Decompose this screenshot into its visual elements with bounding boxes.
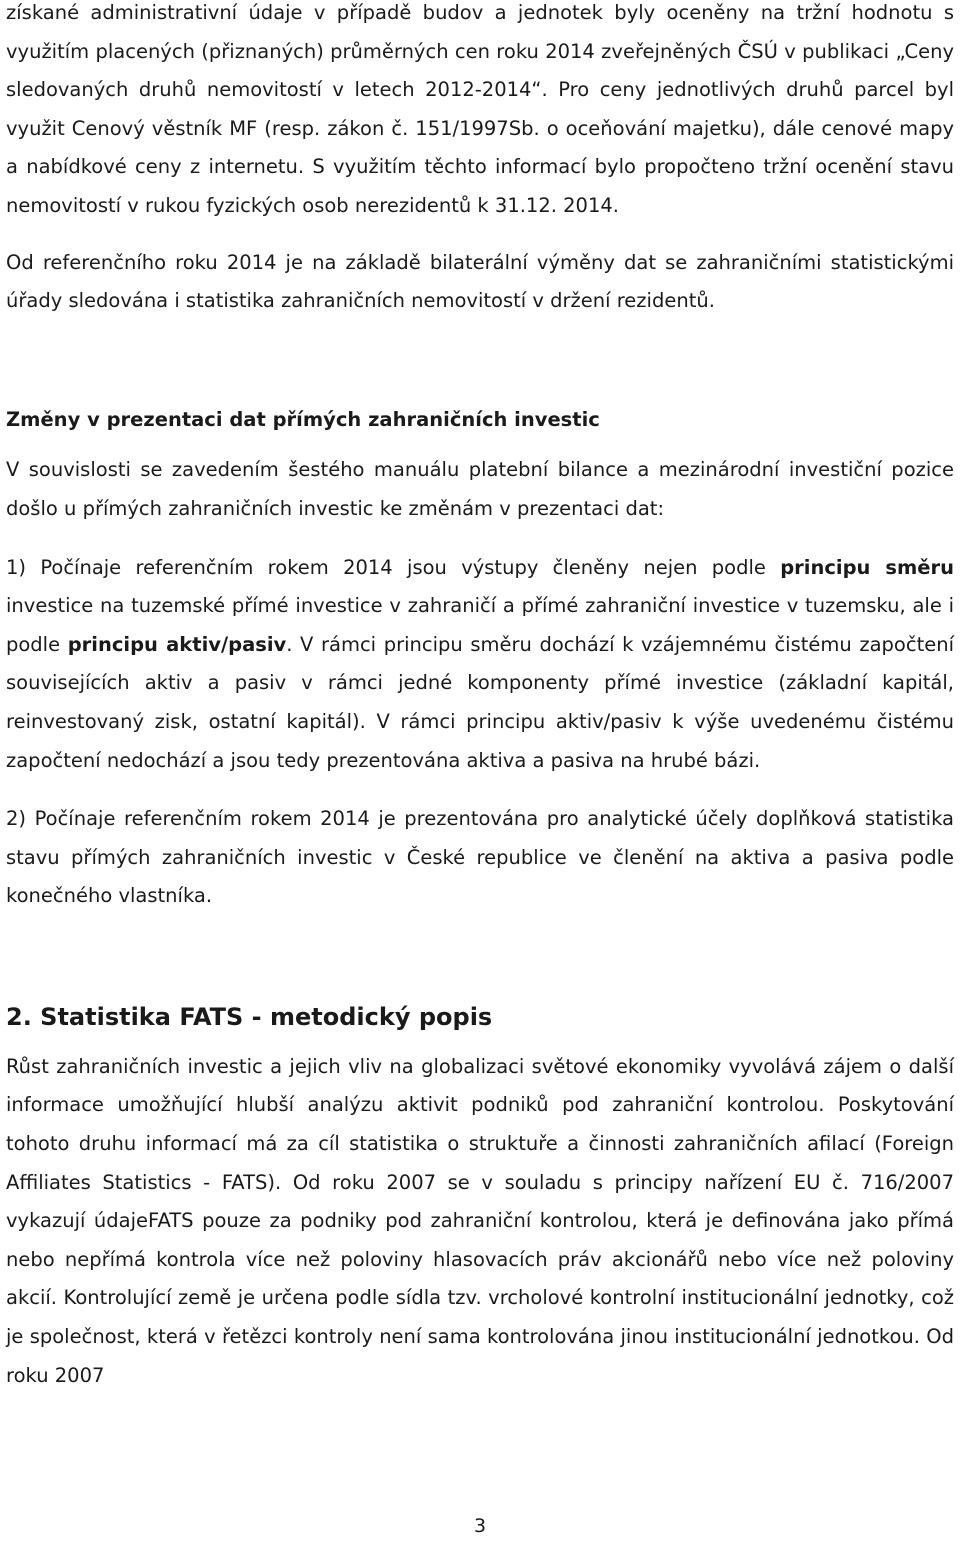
list-item-1-text-a: 1) Počínaje referenčním rokem 2014 jsou výstupy členěny nejen podle (6, 555, 781, 579)
section-heading-fdi-changes: Změny v prezentaci dat přímých zahraničních investic (6, 407, 600, 431)
paragraph-fats-description: Růst zahraničních investic a jejich vliv na globalizaci světové ekonomiky vyvolává zájem o další informace umožňující hlubší analýzu aktivit podniků pod zahraniční kontrolou. Poskytování tohoto druhu informací má za cíl statistika o struktuře a činnosti zahraničních afilací (Foreign Affiliates Statistics - FATS). Od roku 2007 se v souladu s principy nařízení EU č. 716/2007 vykazují údajeFATS pouze za podniky pod zahraniční kontrolou, která je definována jako přímá nebo nepřímá kontrola více než poloviny hlasovacích práv akcionářů nebo více než poloviny akcií. Kontrolující země je určena podle sídla tzv. vrcholové kontrolní institucionální jednotky, což je společnost, která v řetězci kontroly není sama kontrolována jinou institucionální jednotkou. Od roku 2007 (6, 1054, 954, 1387)
list-item-1-bold-b: principu aktiv/pasiv (67, 632, 287, 656)
section-heading-fats: 2. Statistika FATS - metodický popis (6, 1002, 493, 1031)
list-item-1-text-b: investice na tuzemské přímé investice v zahraničí a přímé zahraniční investice v tuzemsku, ale i podle (6, 594, 954, 656)
list-item-1 (6, 549, 954, 781)
page-number: 3 (473, 1515, 487, 1537)
list-item-1-text-c: . V rámci principu směru dochází k vzájemnému čistému započtení souvisejících aktiv a pasiv v rámci jedné komponenty přímé investice (základní kapitál, reinvestovaný zisk, ostatní kapitál). V rámci principu aktiv/pasiv k výše uvedenému čistému započtení nedochází a jsou tedy prezentována aktiva a pasiva na hrubé bázi. (6, 632, 954, 772)
paragraph-changes-intro: V souvislosti se zavedením šestého manuálu platební bilance a mezinárodní investiční pozice došlo u přímých zahraničních investic ke změnám v prezentaci dat: (6, 458, 954, 520)
list-item-1-bold-a: principu směru (780, 555, 954, 579)
paragraph-property-valuation: získané administrativní údaje v případě budov a jednotek byly oceněny na tržní hodnotu s využitím placených (přiznaných) průměrných cen roku 2014 zveřejněných ČSÚ v publikaci „Ceny sledovaných druhů nemovitostí v letech 2012-2014“. Pro ceny jednotlivých druhů parcel byl využit Cenový věstník MF (resp. zákon č. 151/1997Sb. o oceňování majetku), dále cenové mapy a nabídkové ceny z internetu. S využitím těchto informací bylo propočteno tržní ocenění stavu nemovitostí v rukou fyzických osob nerezidentů k 31.12. 2014. (6, 1, 954, 217)
document-page (6, 0, 954, 1395)
paragraph-reference-year: Od referenčního roku 2014 je na základě bilaterální výměny dat se zahraničními statistickými úřady sledována i statistika zahraničních nemovitostí v držení rezidentů. (6, 250, 954, 313)
list-item-2: 2) Počínaje referenčním rokem 2014 je prezentována pro analytické účely doplňková statistika stavu přímých zahraničních investic v České republice ve členění na aktiva a pasiva podle konečného vlastníka. (6, 807, 954, 908)
